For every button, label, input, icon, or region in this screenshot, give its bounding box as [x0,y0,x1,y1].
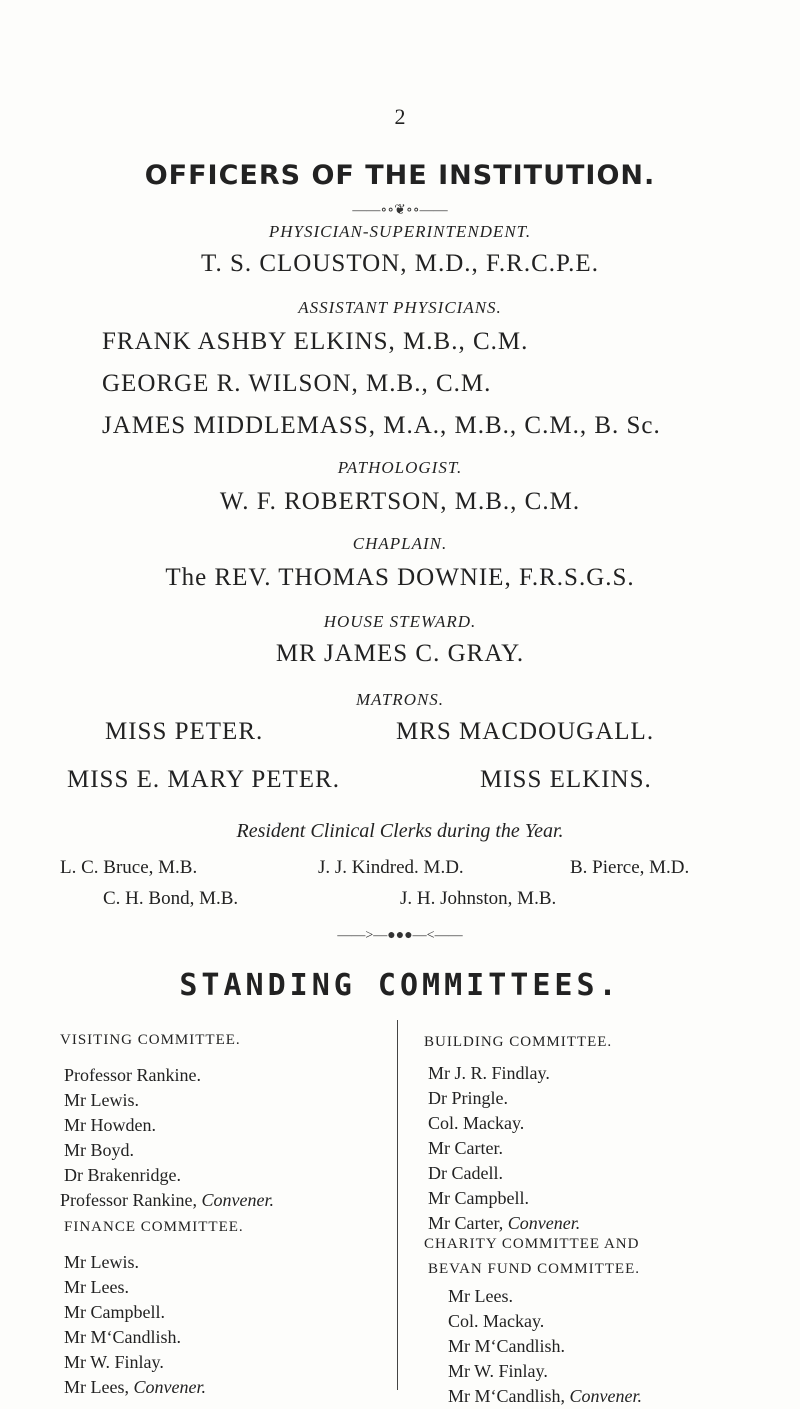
physician-superintendent-role: PHYSICIAN-SUPERINTENDENT. [268,222,532,241]
standing-committees-title: STANDING COMMITTEES. [179,968,621,1003]
committee-member: Mr Lewis. [64,1252,139,1272]
committee-member: Mr J. R. Findlay. [428,1063,550,1083]
convener-label: Convener. [201,1190,274,1210]
house-steward-name: MR JAMES C. GRAY. [275,640,525,667]
charity-committee-heading: BEVAN FUND COMMITTEE. [428,1261,640,1277]
committee-member: Mr Lees. [448,1286,513,1306]
finance-committee-heading: FINANCE COMMITTEE. [64,1219,244,1235]
committee-member: Col. Mackay. [428,1113,525,1133]
clinical-clerk-name: J. H. Johnston, M.B. [400,888,557,909]
page-number: 2 [394,104,406,129]
committee-member: Professor Rankine. [64,1065,201,1085]
committee-member: Dr Cadell. [428,1163,503,1183]
chaplain-role: CHAPLAIN. [352,534,448,553]
assistant-physician-name: FRANK ASHBY ELKINS, M.B., C.M. [102,328,529,355]
assistant-physicians-role: ASSISTANT PHYSICIANS. [298,298,502,317]
committee-member: Mr Campbell. [64,1302,165,1322]
charity-committee-heading: CHARITY COMMITTEE AND [424,1236,640,1252]
section-divider-ornament: ——>—●●●—<—— [337,928,463,943]
charity-committee [424,1232,642,1409]
committee-convener [64,1375,244,1400]
convener-label: Convener. [507,1213,581,1233]
chaplain-name: The REV. THOMAS DOWNIE, F.R.S.G.S. [165,564,635,591]
clinical-clerk-name: B. Pierce, M.D. [570,857,690,878]
committee-member: Dr Pringle. [428,1088,508,1108]
committee-convener [60,1188,274,1213]
assistant-physician-name: JAMES MIDDLEMASS, M.A., M.B., C.M., B. Sc. [102,412,661,439]
matron-name: MRS MACDOUGALL. [396,718,655,745]
committee-member: Mr M‘Candlish. [64,1327,181,1347]
convener-label: Convener. [569,1386,642,1406]
committee-convener [448,1384,642,1409]
physician-superintendent-name: T. S. CLOUSTON, M.D., F.R.C.P.E. [201,250,599,277]
committee-member: Mr Carter. [428,1138,503,1158]
page-title: OFFICERS OF THE INSTITUTION. [144,160,656,191]
committee-member: Mr W. Finlay. [448,1361,548,1381]
matron-name: MISS PETER. [105,718,264,745]
assistant-physician-name: GEORGE R. WILSON, M.B., C.M. [102,370,492,397]
visiting-committee [60,1028,274,1213]
clinical-clerk-name: C. H. Bond, M.B. [103,888,239,909]
committee-member: Mr M‘Candlish. [448,1336,565,1356]
clinical-clerks-heading: Resident Clinical Clerks during the Year. [236,820,564,842]
building-committee-heading: BUILDING COMMITTEE. [424,1034,613,1050]
committee-member: Mr Lees. [64,1277,129,1297]
committee-member: Mr W. Finlay. [64,1352,164,1372]
committee-member: Mr Howden. [64,1115,156,1135]
committee-member: Mr Campbell. [428,1188,529,1208]
finance-committee [60,1215,244,1400]
building-committee [424,1030,612,1236]
committee-member: Col. Mackay. [448,1311,545,1331]
convener-label: Convener. [133,1377,206,1397]
clinical-clerk-name: L. C. Bruce, M.B. [60,857,198,878]
column-divider [397,1020,398,1390]
matrons-role: MATRONS. [355,690,445,709]
committee-member: Dr Brakenridge. [64,1165,181,1185]
matron-name: MISS ELKINS. [480,766,652,793]
convener-name: Mr M‘Candlish, [448,1386,565,1406]
pathologist-role: PATHOLOGIST. [337,458,463,477]
title-ornament: ——∘∘❦∘∘—— [352,203,448,218]
convener-name: Mr Carter, [428,1213,504,1233]
pathologist-name: W. F. ROBERTSON, M.B., C.M. [219,488,581,515]
convener-name: Professor Rankine, [60,1190,197,1210]
clinical-clerk-name: J. J. Kindred. M.D. [318,857,464,878]
matron-name: MISS E. MARY PETER. [67,766,340,793]
house-steward-role: HOUSE STEWARD. [323,612,477,631]
visiting-committee-heading: VISITING COMMITTEE. [60,1032,241,1048]
committee-member: Mr Lewis. [64,1090,139,1110]
convener-name: Mr Lees, [64,1377,129,1397]
committee-member: Mr Boyd. [64,1140,135,1160]
